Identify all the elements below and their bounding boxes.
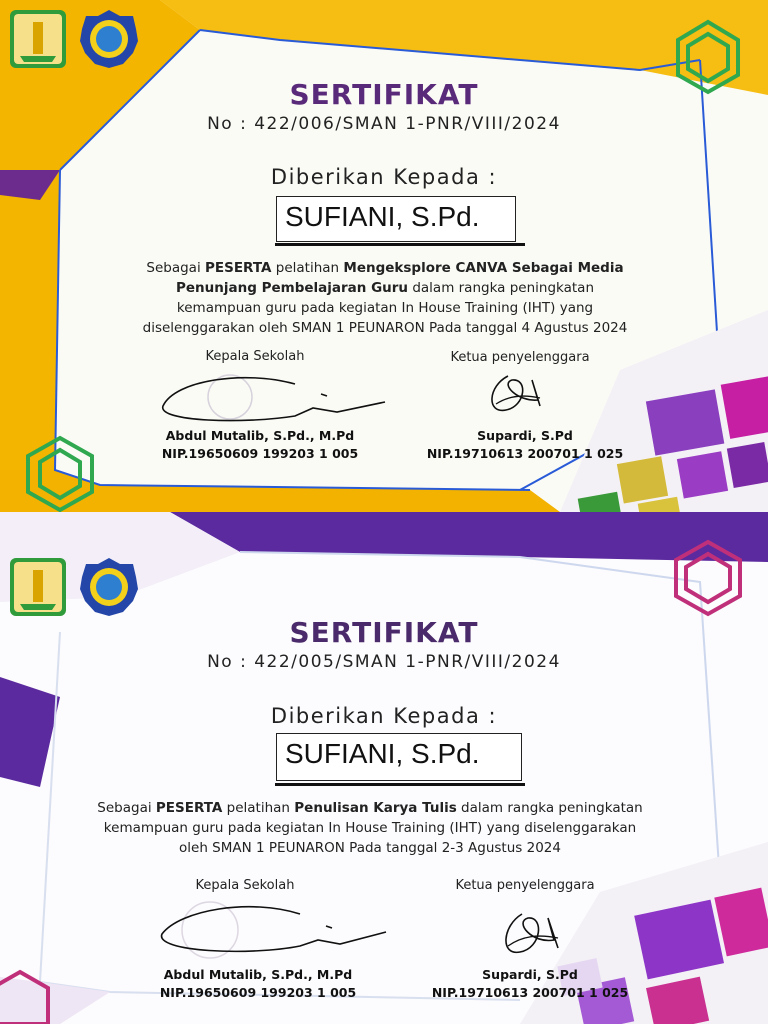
- left-signer-role: Kepala Sekolah: [195, 878, 295, 893]
- left-signer: [140, 427, 380, 463]
- given-to-label: Diberikan Kepada :: [270, 704, 498, 728]
- left-signature-icon: [155, 372, 395, 428]
- school-emblem-icon: [78, 556, 140, 618]
- right-signer: [410, 427, 640, 463]
- recipient-underline: [275, 243, 525, 246]
- right-signer-nip: NIP.19710613 200701 1 025: [426, 446, 624, 461]
- certificate-number: No : 422/005/SMAN 1-PNR/VIII/2024: [207, 652, 561, 672]
- pancasila-emblem-icon: [8, 8, 68, 70]
- right-signature-icon: [492, 904, 572, 964]
- right-signer-role: Ketua penyelenggara: [455, 878, 595, 893]
- left-signer-name: Abdul Mutalib, S.Pd., M.Pd: [163, 967, 353, 982]
- recipient-underline: [275, 783, 525, 786]
- right-signer: [410, 966, 650, 1002]
- given-to-label: Diberikan Kepada :: [270, 165, 498, 189]
- right-signature-icon: [478, 366, 558, 422]
- left-signer-nip: NIP.19650609 199203 1 005: [161, 446, 359, 461]
- certificate-body: Sebagai PESERTA pelatihan Penulisan Karya Tulis dalam rangka peningkatan kemampuan guru pada kegiatan In House Training (IHT) yang diselenggarakan oleh SMAN 1 PEUNARON Pada tanggal 2-3 Agustus 2024: [97, 800, 643, 856]
- left-signer: [138, 966, 378, 1002]
- certificate-title: SERTIFIKAT: [289, 78, 479, 111]
- training-title: Penulisan Karya Tulis: [294, 800, 457, 816]
- training-title: Mengeksplore CANVA Sebagai Media Penunjang Pembelajaran Guru: [175, 260, 624, 296]
- left-signer-role: Kepala Sekolah: [205, 349, 305, 364]
- right-signer-nip: NIP.19710613 200701 1 025: [431, 985, 629, 1000]
- recipient-name: SUFIANI, S.Pd.: [276, 196, 516, 242]
- certificate-2: [0, 512, 768, 1024]
- right-signer-role: Ketua penyelenggara: [450, 350, 590, 365]
- recipient-name: SUFIANI, S.Pd.: [276, 733, 522, 781]
- participant-role: PESERTA: [155, 800, 223, 816]
- left-signer-name: Abdul Mutalib, S.Pd., M.Pd: [165, 428, 355, 443]
- certificate-number: No : 422/006/SMAN 1-PNR/VIII/2024: [207, 114, 561, 134]
- certificate-title: SERTIFIKAT: [289, 616, 479, 649]
- left-signature-icon: [150, 900, 390, 960]
- right-signer-name: Supardi, S.Pd: [482, 967, 578, 982]
- pancasila-emblem-icon: [8, 556, 68, 618]
- school-emblem-icon: [78, 8, 140, 70]
- left-signer-nip: NIP.19650609 199203 1 005: [159, 985, 357, 1000]
- certificate-body: Sebagai PESERTA pelatihan Mengeksplore CANVA Sebagai Media Penunjang Pembelajaran Guru dalam rangka peningkatan kemampuan guru pada kegiatan In House Training (IHT) yang diselenggarakan oleh SMAN 1 PEUNARON Pada tanggal 4 Agustus 2024: [142, 260, 628, 336]
- right-signer-name: Supardi, S.Pd: [477, 428, 573, 443]
- participant-role: PESERTA: [205, 260, 272, 276]
